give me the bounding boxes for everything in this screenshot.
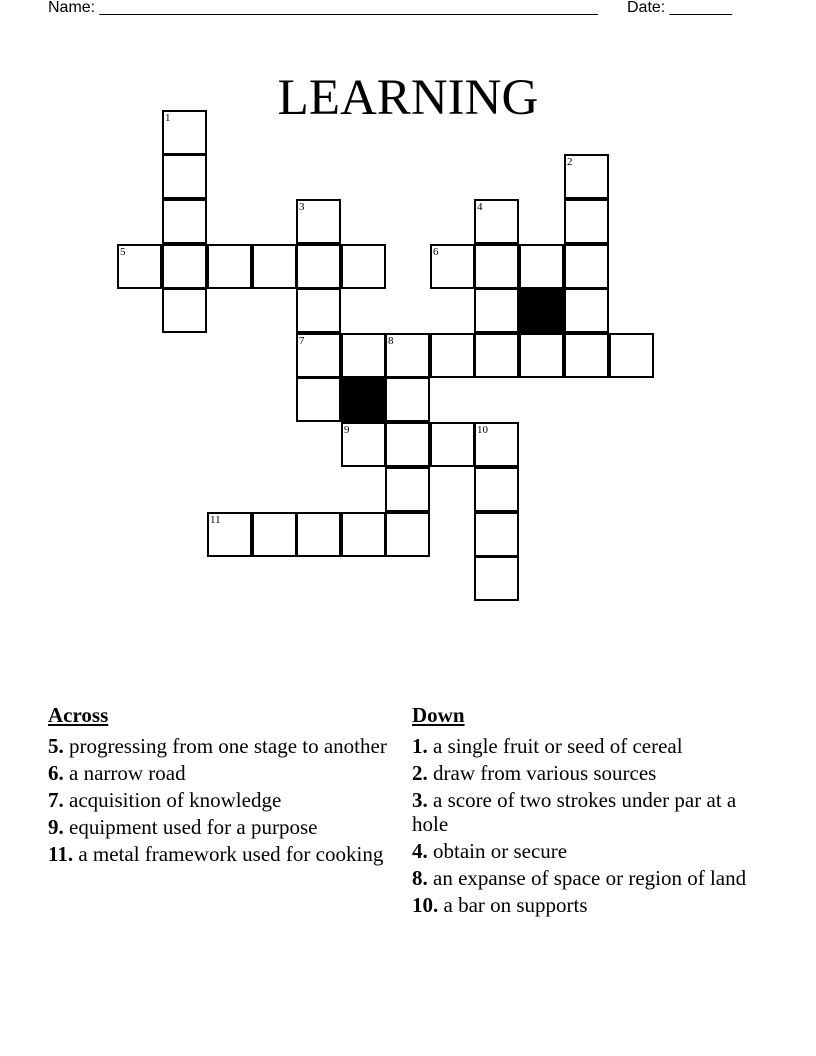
crossword-cell[interactable] xyxy=(162,244,207,289)
crossword-cell[interactable] xyxy=(341,422,386,467)
black-cell xyxy=(519,288,564,333)
crossword-cell[interactable] xyxy=(609,333,654,378)
crossword-cell[interactable] xyxy=(296,512,341,557)
crossword-cell[interactable] xyxy=(474,467,519,512)
clue-number: 11. xyxy=(48,842,74,866)
down-clues xyxy=(412,703,752,920)
crossword-cell[interactable] xyxy=(117,244,162,289)
clue-number: 2. xyxy=(412,761,428,785)
clue-text: obtain or secure xyxy=(433,839,568,863)
crossword-cell[interactable] xyxy=(430,244,475,289)
crossword-cell[interactable] xyxy=(296,377,341,422)
clue-number: 1. xyxy=(412,734,428,758)
clue-item xyxy=(412,893,752,917)
crossword-cell[interactable] xyxy=(162,154,207,199)
clue-number: 6. xyxy=(48,761,64,785)
clue-item xyxy=(412,761,752,785)
crossword-cell[interactable] xyxy=(207,512,252,557)
crossword-cell[interactable] xyxy=(385,333,430,378)
crossword-cell[interactable] xyxy=(385,377,430,422)
name-field[interactable]: Name: ________________________________________________________ xyxy=(48,0,598,16)
crossword-cell[interactable] xyxy=(296,333,341,378)
clue-number: 8 xyxy=(388,335,394,347)
clue-text: acquisition of knowledge xyxy=(69,788,282,812)
clue-number: 9. xyxy=(48,815,64,839)
clue-number: 9 xyxy=(344,424,350,436)
crossword-cell[interactable] xyxy=(474,422,519,467)
across-clues xyxy=(48,703,388,869)
clue-item xyxy=(412,839,752,863)
crossword-cell[interactable] xyxy=(385,512,430,557)
clue-number: 3 xyxy=(299,201,305,213)
clue-text: a metal framework used for cooking xyxy=(78,842,384,866)
clue-number: 5 xyxy=(120,246,126,258)
clue-number: 5. xyxy=(48,734,64,758)
page-title: LEARNING xyxy=(277,70,539,127)
crossword-cell[interactable] xyxy=(252,512,297,557)
clue-item xyxy=(48,761,388,785)
crossword-cell[interactable] xyxy=(519,244,564,289)
clue-text: equipment used for a purpose xyxy=(69,815,318,839)
crossword-cell[interactable] xyxy=(474,556,519,601)
clue-item xyxy=(412,734,752,758)
clue-text: a narrow road xyxy=(69,761,186,785)
crossword-cell[interactable] xyxy=(341,333,386,378)
crossword-cell[interactable] xyxy=(474,244,519,289)
crossword-cell[interactable] xyxy=(474,199,519,244)
clue-number: 8. xyxy=(412,866,428,890)
clue-number: 7. xyxy=(48,788,64,812)
crossword-cell[interactable] xyxy=(341,512,386,557)
clue-text: an expanse of space or region of land xyxy=(433,866,747,890)
crossword-cell[interactable] xyxy=(162,288,207,333)
black-cell xyxy=(341,377,386,422)
crossword-cell[interactable] xyxy=(564,333,609,378)
crossword-cell[interactable] xyxy=(385,422,430,467)
clue-number: 10. xyxy=(412,893,439,917)
crossword-cell[interactable] xyxy=(296,199,341,244)
crossword-cell[interactable] xyxy=(162,110,207,155)
clue-number: 7 xyxy=(299,335,305,347)
crossword-cell[interactable] xyxy=(385,467,430,512)
clue-number: 1 xyxy=(165,112,171,124)
crossword-cell[interactable] xyxy=(341,244,386,289)
clue-item xyxy=(48,815,388,839)
clue-number: 3. xyxy=(412,788,428,812)
clue-item xyxy=(412,866,752,890)
clue-item xyxy=(48,842,388,866)
crossword-cell[interactable] xyxy=(207,244,252,289)
crossword-cell[interactable] xyxy=(162,199,207,244)
date-field[interactable]: Date: _______ xyxy=(627,0,732,16)
clue-number: 10 xyxy=(477,424,488,436)
clue-text: a bar on supports xyxy=(443,893,588,917)
crossword-cell[interactable] xyxy=(474,288,519,333)
crossword-cell[interactable] xyxy=(519,333,564,378)
crossword-cell[interactable] xyxy=(430,333,475,378)
down-heading: Down xyxy=(412,703,465,727)
clue-text: a score of two strokes under par at a hole xyxy=(412,788,737,836)
clue-number: 11 xyxy=(210,514,221,526)
clue-item xyxy=(48,788,388,812)
crossword-cell[interactable] xyxy=(252,244,297,289)
crossword-cell[interactable] xyxy=(564,199,609,244)
clue-item xyxy=(48,734,388,758)
clue-number: 4. xyxy=(412,839,428,863)
clue-text: a single fruit or seed of cereal xyxy=(433,734,683,758)
crossword-cell[interactable] xyxy=(474,512,519,557)
crossword-cell[interactable] xyxy=(430,422,475,467)
crossword-cell[interactable] xyxy=(564,288,609,333)
clue-text: progressing from one stage to another xyxy=(69,734,387,758)
crossword-cell[interactable] xyxy=(564,154,609,199)
crossword-cell[interactable] xyxy=(296,244,341,289)
clue-item xyxy=(412,788,752,836)
crossword-cell[interactable] xyxy=(296,288,341,333)
clue-number: 4 xyxy=(477,201,483,213)
clue-text: draw from various sources xyxy=(433,761,657,785)
clue-number: 2 xyxy=(567,156,573,168)
crossword-cell[interactable] xyxy=(564,244,609,289)
crossword-cell[interactable] xyxy=(474,333,519,378)
clue-number: 6 xyxy=(433,246,439,258)
across-heading: Across xyxy=(48,703,109,727)
